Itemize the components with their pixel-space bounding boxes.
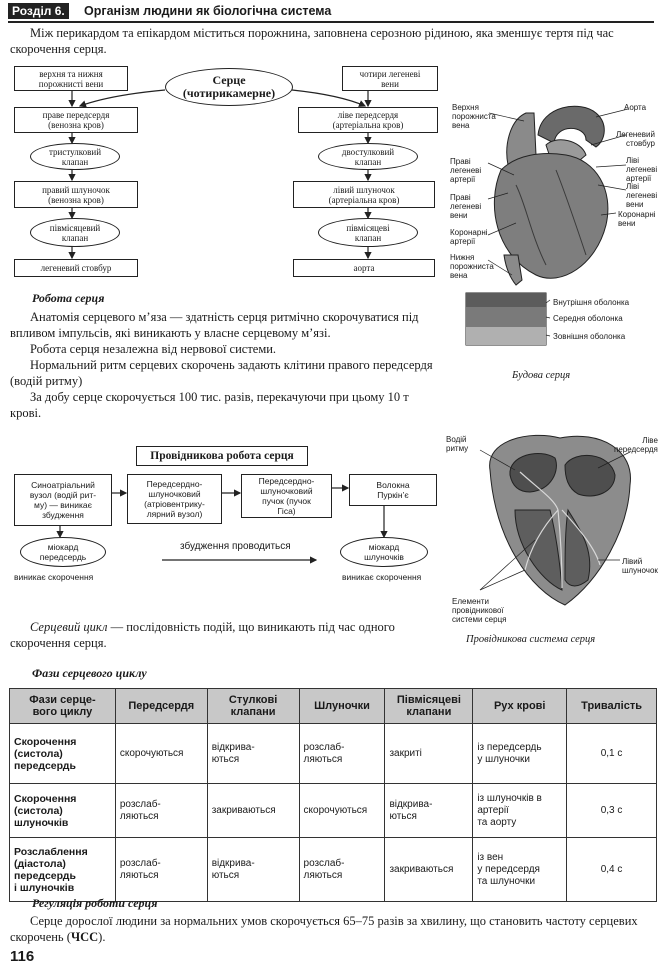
table-cell: із передсердь у шлуночки <box>473 724 567 784</box>
table-cell: розслаб- ляються <box>115 784 207 838</box>
table-cell: закриті <box>385 724 473 784</box>
scheme-right-oval: двостулковий клапан <box>318 143 418 170</box>
scheme-right-oval: півмісяцеві клапан <box>318 218 418 247</box>
page-number: 116 <box>10 948 35 965</box>
cycle-term: Серцевий цикл <box>30 620 108 634</box>
table-cell: закриваються <box>207 784 299 838</box>
work-heading: Робота серця <box>32 291 105 305</box>
scheme-left-oval: півмісяцевий клапан <box>30 218 120 247</box>
table-cell: Розслаблення (діастола) передсердь і шлуночків <box>10 838 116 902</box>
work-p4: За добу серце скорочується 100 тис. разів, перекачуючи при цьому 10 т крові. <box>10 390 409 420</box>
heart-center-oval: Серце (чотирикамерне) <box>165 68 293 106</box>
table-cell: відкрива- ються <box>207 838 299 902</box>
table-cell: відкрива- ються <box>385 784 473 838</box>
oval-ventricular-myocardium: міокард шлуночків <box>340 537 428 567</box>
table-cell: Скорочення (систола) передсердь <box>10 724 116 784</box>
heart-figure-caption: Будова серця <box>512 370 571 381</box>
layer-label: Середня оболонка <box>553 314 623 323</box>
table-cell: 0,3 с <box>567 784 657 838</box>
heart-label: Праві легеневі артерії <box>450 157 482 184</box>
scheme-right-box: лівий шлуночок (артеріальна кров) <box>293 181 435 208</box>
table-cell: закриваються <box>385 838 473 902</box>
table-cell: скорочуються <box>299 784 385 838</box>
heart-label: Праві легеневі вени <box>450 193 482 220</box>
regulation-heading: Регуляція роботи серця <box>32 896 158 910</box>
table-cell: розслаб- ляються <box>299 838 385 902</box>
cycle-definition <box>10 619 444 651</box>
contraction-label: виникає скорочення <box>14 572 94 582</box>
cardiac-cycle-table <box>9 688 657 902</box>
table-row <box>10 724 657 784</box>
table-header-cell: Фази серце- вого циклу <box>10 689 116 724</box>
table-cell: розслаб- ляються <box>299 724 385 784</box>
conduction-title: Провідникова робота серця <box>136 446 308 466</box>
regulation-paragraph <box>10 913 656 945</box>
table-header-cell: Стулкові клапани <box>207 689 299 724</box>
table-cell: відкрива- ються <box>207 724 299 784</box>
heart-label: Ліві легеневі артерії <box>626 156 658 183</box>
table-cell: із вен у передсердя та шлуночки <box>473 838 567 902</box>
excitation-arrow-label: збудження проводиться <box>180 541 291 552</box>
intro-paragraph: Між перикардом та епікардом міститься порожнина, заповнена серозною рідиною, яка зменшує тертя під час скорочення серця. <box>10 26 614 56</box>
conduction-figure-caption: Провідникова система серця <box>466 634 596 645</box>
table-cell: 0,4 с <box>567 838 657 902</box>
section-badge: Розділ 6. <box>8 3 69 19</box>
table-cell: із шлуночків в артерії та аорту <box>473 784 567 838</box>
table-cell: розслаб- ляються <box>115 838 207 902</box>
heart-label: Коронарні вени <box>618 210 656 228</box>
work-p3: Нормальний ритм серцевих скорочень задають клітини правого передсердя (водій ритму) <box>10 358 433 388</box>
heart-label: Аорта <box>624 103 647 112</box>
scheme-left-box: правий шлуночок (венозна кров) <box>14 181 138 208</box>
scheme-left-oval: тристулковий клапан <box>30 143 120 170</box>
table-header-cell: Шлуночки <box>299 689 385 724</box>
contraction-label: виникає скорочення <box>342 572 422 582</box>
oval-atrial-myocardium: міокард передсердь <box>20 537 106 567</box>
table-header-cell: Рух крові <box>473 689 567 724</box>
conduction-box-sa-node: Синоатріальний вузол (водій рит- му) — виникає збудження <box>14 474 112 526</box>
heart-label: Коронарні артерії <box>450 228 488 246</box>
layer-label: Зовнішня оболонка <box>553 332 626 341</box>
conduction-fig-label: Елементи провідникової системи серця <box>452 597 507 624</box>
table-row <box>10 784 657 838</box>
table-header-cell: Півмісяцеві клапани <box>385 689 473 724</box>
table-header-row <box>10 689 657 724</box>
conduction-box-av-node: Передсердно- шлуночковий (атріовентрику- лярний вузол) <box>127 474 222 524</box>
regulation-text-end: ). <box>98 930 106 944</box>
heart-label: Нижня порожниста вена <box>450 253 494 280</box>
heart-label: Ліві легеневі вени <box>626 182 658 209</box>
conduction-box-his-bundle: Передсердно- шлуночковий пучок (пучок Гіса) <box>241 474 332 518</box>
work-p2: Робота серця незалежна від нервової системи. <box>30 342 277 356</box>
layer-label: Внутрішня оболонка <box>553 298 630 307</box>
table-cell: скорочуються <box>115 724 207 784</box>
table-header-cell: Передсердя <box>115 689 207 724</box>
conduction-fig-label: Водій ритму <box>446 435 469 453</box>
table-cell: Скорочення (систола) шлуночків <box>10 784 116 838</box>
conduction-fig-label: Ліве передсердя <box>614 436 658 454</box>
table-row <box>10 838 657 902</box>
scheme-right-box: аорта <box>293 259 435 277</box>
table-heading: Фази серцевого циклу <box>32 666 147 680</box>
conduction-fig-label: Лівий шлуночок <box>622 557 658 575</box>
heart-label: Легеневий стовбур <box>616 130 655 148</box>
work-p1: Анатомія серцевого м’яза — здатність серця ритмічно скорочуватися під впливом імпульсів, які виникають у власне серцевому м’язі. <box>10 310 419 340</box>
conduction-box-purkinje: Волокна Пуркін’є <box>349 474 437 506</box>
regulation-hr-abbrev: ЧСС <box>70 930 99 944</box>
table-header-cell: Тривалість <box>567 689 657 724</box>
scheme-right-box: ліве передсердя (артеріальна кров) <box>298 107 438 133</box>
cycle-definition-text: — послідовність подій, що виникають під час одного скорочення серця. <box>10 620 395 650</box>
table-cell: 0,1 с <box>567 724 657 784</box>
scheme-left-box: легеневий стовбур <box>14 259 138 277</box>
section-title: Організм людини як біологічна система <box>84 4 332 18</box>
work-paragraphs <box>10 309 442 421</box>
heart-label: Верхня порожниста вена <box>452 103 496 130</box>
scheme-left-box: верхня та нижня порожнисті вени <box>14 66 128 91</box>
scheme-right-box: чотири легеневі вени <box>342 66 438 91</box>
scheme-left-box: праве передсердя (венозна кров) <box>14 107 138 133</box>
regulation-text: Серце дорослої людини за нормальних умов скорочується 65–75 разів за хвилину, що становить частоту серцевих скорочень ( <box>10 914 638 944</box>
